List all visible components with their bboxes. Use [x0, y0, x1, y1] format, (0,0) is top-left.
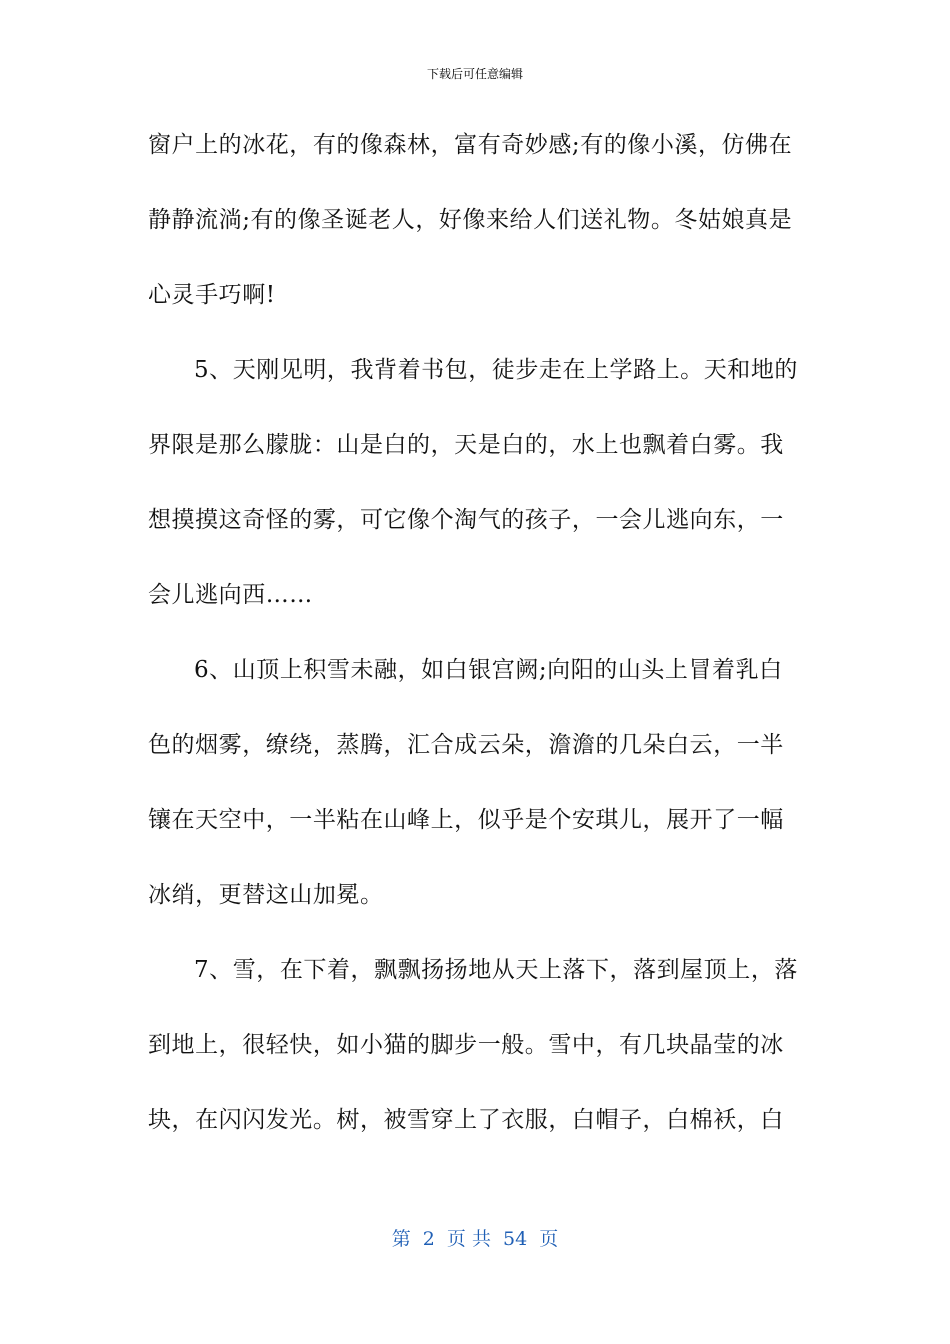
footer-total-pages: 54: [503, 1228, 528, 1250]
body-line: 界限是那么朦胧：山是白的，天是白的，水上也飘着白雾。我: [148, 432, 784, 458]
body-line: 静静流淌;有的像圣诞老人，好像来给人们送礼物。冬姑娘真是: [148, 207, 793, 233]
page-header: 下载后可任意编辑: [426, 67, 523, 81]
footer-prefix: 第: [391, 1228, 411, 1250]
paragraph-first-line: 5、天刚见明，我背着书包，徒步走在上学路上。天和地的: [194, 357, 798, 383]
body-line: 镶在天空中，一半粘在山峰上，似乎是个安琪儿，展开了一幅: [148, 807, 784, 833]
page-footer: [0, 1226, 950, 1252]
body-line: 窗户上的冰花，有的像森林，富有奇妙感;有的像小溪，仿佛在: [148, 132, 793, 158]
footer-page-number: 2: [422, 1228, 435, 1250]
footer-suffix: 页: [539, 1228, 559, 1250]
body-line: 想摸摸这奇怪的雾，可它像个淘气的孩子，一会儿逃向东，一: [148, 507, 784, 533]
body-line: 到地上，很轻快，如小猫的脚步一般。雪中，有几块晶莹的冰: [148, 1032, 784, 1058]
body-line: 块，在闪闪发光。树，被雪穿上了衣服，白帽子，白棉袄，白: [148, 1107, 784, 1133]
body-line: 心灵手巧啊!: [148, 282, 276, 308]
footer-middle: 页 共: [446, 1228, 491, 1250]
paragraph-first-line: 6、山顶上积雪未融，如白银宫阙;向阳的山头上冒着乳白: [194, 657, 783, 683]
paragraph-first-line: 7、雪，在下着，飘飘扬扬地从天上落下，落到屋顶上，落: [194, 957, 798, 983]
body-line: 会儿逃向西……: [148, 582, 313, 608]
body-line: 色的烟雾，缭绕，蒸腾，汇合成云朵，澹澹的几朵白云，一半: [148, 732, 784, 758]
body-line: 冰绡，更替这山加冕。: [148, 882, 384, 908]
